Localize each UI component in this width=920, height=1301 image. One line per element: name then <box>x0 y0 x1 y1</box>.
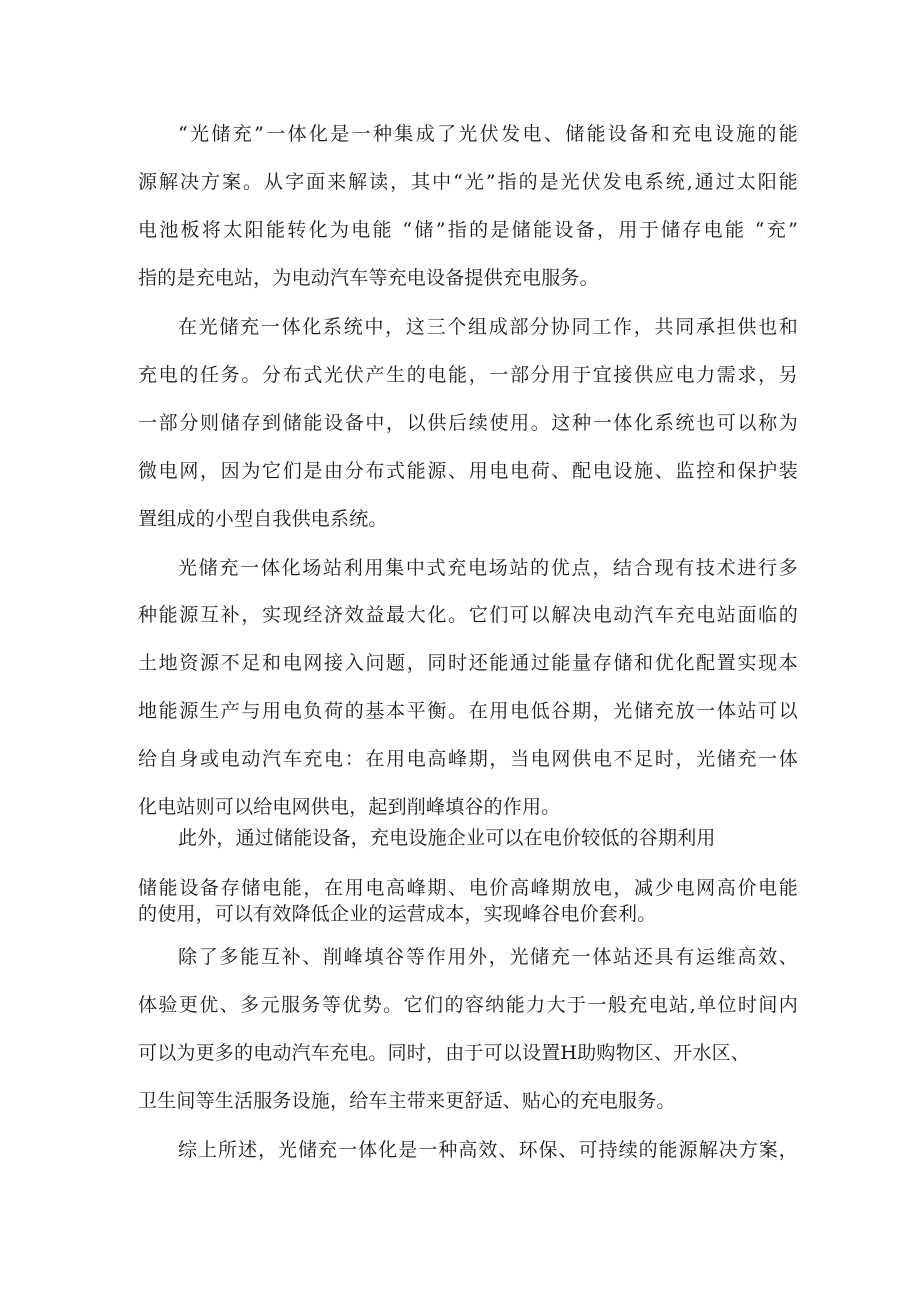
paragraph-4-line-2: 储能设备存储电能，在用电高峰期、电价高峰期放电，减少电网高价电能 <box>138 877 798 899</box>
paragraph-6-line-1: 综上所述，光储充一体化是一种高效、环保、可持续的能源解决方案， <box>178 1139 798 1161</box>
paragraph-4-line-1: 此外，通过储能设备，充电设施企业可以在电价较低的谷期利用 <box>178 827 716 849</box>
paragraph-1-line-3: 电池板将太阳能转化为电能 “储”指的是储能设备，用于储存电能 “充” <box>138 219 798 241</box>
paragraph-2-line-1: 在光储充一体化系统中，这三个组成部分协同工作，共同承担供也和 <box>178 316 798 338</box>
paragraph-5-line-3: 可以为更多的电动汽车充电。同时，由于可以设置H助购物区、开水区、 <box>138 1042 750 1064</box>
paragraph-5-line-4: 卫生间等生活服务设施，给车主带来更舒适、贴心的充电服务。 <box>138 1090 676 1112</box>
paragraph-1-line-4: 指的是充电站，为电动汽车等充电设备提供充电服务。 <box>138 267 599 289</box>
paragraph-1-line-1: “光储充”一体化是一种集成了光伏发电、储能设备和充电设施的能 <box>178 123 798 145</box>
paragraph-3-line-3: 土地资源不足和电网接入问题，同时还能通过能量存储和优化配置实现本 <box>138 652 798 674</box>
paragraph-1-line-2: 源解决方案。从字面来解读，其中“光”指的是光伏发电系统,通过太阳能 <box>138 171 798 193</box>
paragraph-3-line-2: 种能源互补，实现经济效益最大化。它们可以解决电动汽车充电站面临的 <box>138 604 798 626</box>
paragraph-2-line-2: 充电的任务。分布式光伏产生的电能，一部分用于宜接供应电力需求，另 <box>138 364 798 386</box>
paragraph-2-line-5: 置组成的小型自我供电系统。 <box>138 508 388 530</box>
paragraph-3-line-6: 化电站则可以给电网供电，起到削峰填谷的作用。 <box>138 796 561 818</box>
paragraph-3-line-5: 给自身或电动汽车充电：在用电高峰期，当电网供电不足时，光储充一体 <box>138 748 798 770</box>
paragraph-5-line-1: 除了多能互补、削峰填谷等作用外，光储充一体站还具有运维高效、 <box>178 946 798 968</box>
paragraph-2-line-4: 微电网，因为它们是由分布式能源、用电电荷、配电设施、监控和保护装 <box>138 460 798 482</box>
paragraph-3-line-1: 光储充一体化场站利用集中式充电场站的优点，结合现有技术进行多 <box>178 557 798 579</box>
paragraph-2-line-3: 一部分则储存到储能设备中，以供后续使用。这种一体化系统也可以称为 <box>138 412 798 434</box>
paragraph-5-line-2: 体验更优、多元服务等优势。它们的容纳能力大于一般充电站,单位时间内 <box>138 994 798 1016</box>
paragraph-3-line-4: 地能源生产与用电负荷的基本平衡。在用电低谷期，光储充放一体站可以 <box>138 700 798 722</box>
paragraph-4-line-3: 的使用，可以有效降低企业的运营成本，实现峰谷电价套利。 <box>138 903 657 925</box>
